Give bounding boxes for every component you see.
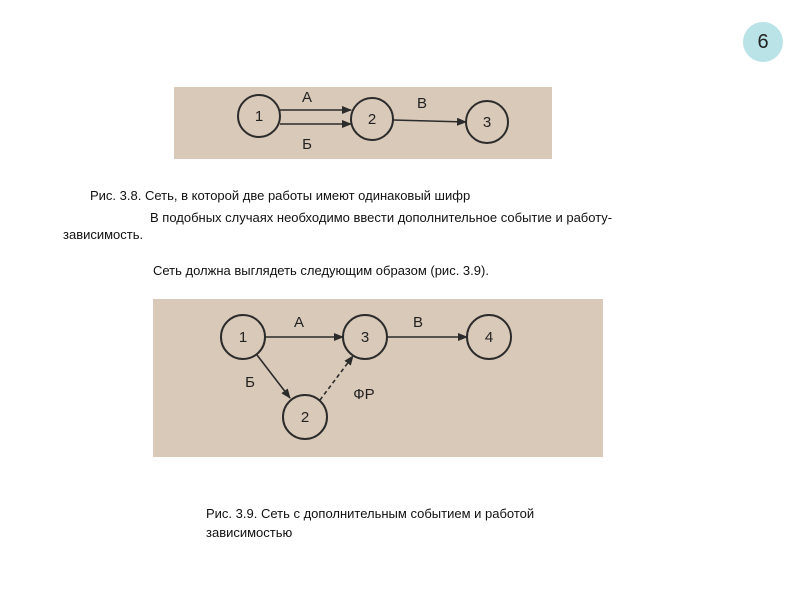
paragraph-1-line-1: В подобных случаях необходимо ввести дополнительное событие и работу- <box>150 210 613 225</box>
figure-3-8-diagram <box>174 87 552 159</box>
edge-b-label: Б <box>245 374 255 391</box>
paragraph-1-line-2: зависимость. <box>63 227 144 242</box>
paragraph-2: Сеть должна выглядеть следующим образом (рис. 3.9). <box>153 263 489 278</box>
edge-fr-label: ФР <box>353 386 375 403</box>
slide-number: 6 <box>757 30 769 53</box>
slide-number-badge <box>743 22 783 62</box>
node-3-label: 3 <box>360 329 370 346</box>
figure-3-9-caption-line-2: зависимостью <box>206 525 293 540</box>
edge-v-label: В <box>416 95 428 112</box>
node-2-label: 2 <box>367 111 377 128</box>
edge-v <box>393 120 466 122</box>
edge-v-label: В <box>412 314 424 331</box>
node-1-label: 1 <box>254 108 264 125</box>
figure-3-8-caption: Рис. 3.8. Сеть, в которой две работы имеют одинаковый шифр <box>90 188 471 203</box>
edge-b <box>257 355 290 398</box>
node-1-label: 1 <box>238 329 248 346</box>
figure-3-9 <box>153 299 603 457</box>
figure-3-9-caption-line-1: Рис. 3.9. Сеть с дополнительным событием и работой <box>206 506 535 521</box>
node-2-label: 2 <box>300 409 310 426</box>
figure-3-9-diagram <box>153 299 603 457</box>
node-3-label: 3 <box>482 114 492 131</box>
edge-b-label: Б <box>302 136 312 153</box>
edge-a-label: А <box>301 89 313 106</box>
edge-a-label: А <box>293 314 305 331</box>
figure-3-8 <box>174 87 552 159</box>
node-4-label: 4 <box>484 329 494 346</box>
edge-fr <box>320 356 353 400</box>
